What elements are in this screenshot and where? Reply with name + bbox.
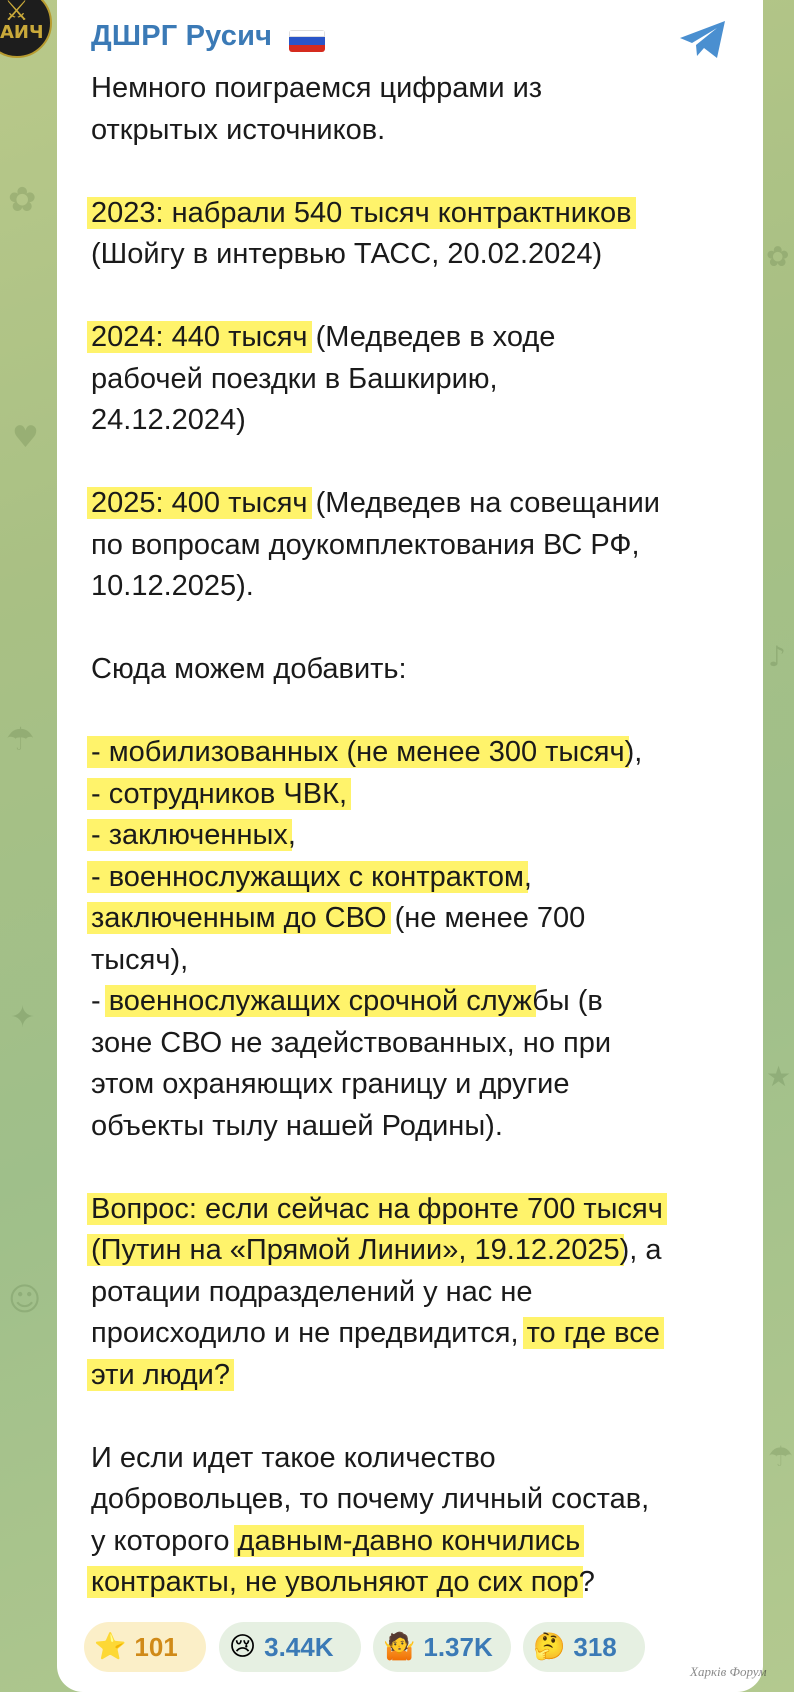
message-line bbox=[91, 774, 751, 816]
reaction-emoji-icon: 😢 bbox=[229, 1632, 257, 1662]
text-segment: Сюда можем добавить: bbox=[91, 653, 407, 685]
text-segment: (Шойгу в интервью ТАСС, 20.02.2024) bbox=[91, 238, 603, 270]
text-segment: ), а bbox=[619, 1234, 662, 1266]
message-line bbox=[91, 400, 751, 442]
highlighted-text: военнослужащих срочной служ bbox=[108, 985, 533, 1017]
blank-line bbox=[91, 1396, 751, 1438]
reaction-emoji-icon: ⭐ bbox=[94, 1632, 127, 1662]
message-line bbox=[91, 857, 751, 899]
text-segment: ), bbox=[624, 736, 643, 768]
reaction-button[interactable] bbox=[84, 1622, 206, 1672]
background-doodle-icon: ♪ bbox=[768, 640, 786, 673]
message-line bbox=[91, 68, 751, 110]
message-line bbox=[91, 1230, 751, 1272]
message-line bbox=[91, 1023, 751, 1065]
message-line bbox=[91, 317, 751, 359]
text-segment: ротации подразделений у нас не bbox=[91, 1275, 533, 1308]
message-line bbox=[91, 898, 751, 940]
channel-avatar[interactable] bbox=[0, 0, 52, 58]
highlighted-text: эти люди? bbox=[91, 1358, 230, 1391]
reaction-emoji-icon: 🤔 bbox=[533, 1632, 566, 1662]
text-segment: И если идет такое количество bbox=[91, 1441, 496, 1474]
reaction-count: 3.44K bbox=[264, 1631, 334, 1662]
message-text bbox=[91, 68, 751, 1604]
message-line bbox=[91, 649, 751, 691]
text-segment: по вопросам доукомплектования ВС РФ, bbox=[91, 528, 640, 561]
message-line bbox=[91, 981, 751, 1023]
avatar-text: АИЧ bbox=[0, 22, 44, 43]
text-segment: рабочей поездки в Башкирию, bbox=[91, 362, 498, 395]
background-doodle-icon: ☺ bbox=[8, 1280, 42, 1318]
russia-flag-icon bbox=[289, 30, 325, 52]
blank-line bbox=[91, 1147, 751, 1189]
background-doodle-icon: ♥ bbox=[12, 420, 39, 455]
blank-line bbox=[91, 608, 751, 650]
background-doodle-icon: ✿ bbox=[766, 240, 790, 273]
highlighted-text: - заключенных bbox=[91, 819, 288, 851]
message-line bbox=[91, 525, 751, 567]
reaction-count: 101 bbox=[134, 1631, 178, 1662]
highlighted-text: Вопрос: если сейчас на фронте 700 тысяч bbox=[91, 1192, 663, 1225]
message-line bbox=[91, 940, 751, 982]
message-line bbox=[91, 1562, 751, 1604]
avatar-emblem-icon: ⚔ bbox=[4, 0, 30, 27]
message-line bbox=[91, 1438, 751, 1480]
share-icon[interactable] bbox=[677, 18, 729, 62]
message-line bbox=[91, 193, 751, 235]
highlighted-text: (Путин на «Прямой Линии», 19.12.2025 bbox=[91, 1234, 620, 1266]
text-segment: зоне СВО не задействованных, но при bbox=[91, 1026, 612, 1059]
text-segment: у которого bbox=[91, 1524, 238, 1557]
message-line bbox=[91, 1064, 751, 1106]
message-line bbox=[91, 566, 751, 608]
message-bubble bbox=[57, 0, 763, 1692]
highlighted-text: - военнослужащих с контрактом bbox=[91, 860, 524, 893]
background-doodle-icon: ★ bbox=[766, 1060, 792, 1093]
highlighted-text: заключенным до СВО bbox=[91, 902, 387, 934]
text-segment: , bbox=[523, 860, 532, 893]
message-line bbox=[91, 1521, 751, 1563]
message-line bbox=[91, 1479, 751, 1521]
background-doodle-icon: ✿ bbox=[8, 180, 37, 220]
text-segment: , bbox=[287, 819, 296, 851]
watermark: Харків Форум bbox=[690, 1664, 767, 1679]
text-segment: добровольцев, то почему личный состав, bbox=[91, 1483, 650, 1515]
text-segment: (не менее 700 bbox=[386, 902, 586, 934]
message-line bbox=[91, 1355, 751, 1397]
text-segment: происходило и не предвидится, bbox=[91, 1317, 527, 1349]
text-segment: тысяч), bbox=[91, 943, 189, 976]
message-line bbox=[91, 732, 751, 774]
highlighted-text: - мобилизованных (не менее 300 тысяч bbox=[91, 736, 625, 768]
highlighted-text: 2024: 440 тысяч bbox=[91, 321, 308, 353]
text-segment: (Медведев в ходе bbox=[307, 321, 556, 353]
text-segment: 10.12.2025). bbox=[91, 570, 254, 602]
message-line bbox=[91, 1106, 751, 1148]
reaction-count: 318 bbox=[573, 1631, 617, 1662]
blank-line bbox=[91, 151, 751, 193]
blank-line bbox=[91, 442, 751, 484]
highlighted-text: 2025: 400 тысяч bbox=[91, 487, 308, 519]
text-segment: объекты тылу нашей Родины). bbox=[91, 1109, 503, 1142]
text-segment: Немного поиграемся цифрами из bbox=[91, 72, 543, 104]
background-doodle-icon: ☂ bbox=[768, 1440, 794, 1473]
blank-line bbox=[91, 276, 751, 318]
highlighted-text: 2023: набрали 540 тысяч контрактников bbox=[91, 196, 632, 229]
highlighted-text: давным-давно кончились bbox=[237, 1524, 581, 1557]
message-line bbox=[91, 359, 751, 401]
message-line bbox=[91, 815, 751, 857]
text-segment: 24.12.2024) bbox=[91, 404, 246, 436]
text-segment: - bbox=[91, 985, 109, 1017]
message-line bbox=[91, 110, 751, 152]
message-line bbox=[91, 1313, 751, 1355]
text-segment: этом охраняющих границу и другие bbox=[91, 1068, 570, 1100]
text-segment: ? bbox=[578, 1566, 595, 1598]
message-line bbox=[91, 483, 751, 525]
reaction-emoji-icon: 🤷 bbox=[383, 1632, 416, 1662]
reaction-button[interactable] bbox=[373, 1622, 511, 1672]
background-doodle-icon: ☂ bbox=[6, 720, 35, 758]
text-segment: бы (в bbox=[532, 985, 603, 1017]
reaction-count: 1.37K bbox=[423, 1631, 493, 1662]
reaction-button[interactable] bbox=[523, 1622, 645, 1672]
blank-line bbox=[91, 691, 751, 733]
reaction-button[interactable] bbox=[219, 1622, 361, 1672]
text-segment: (Медведев на совещании bbox=[307, 487, 660, 519]
highlighted-text: то где все bbox=[526, 1317, 660, 1349]
highlighted-text: - сотрудников ЧВК, bbox=[91, 777, 348, 810]
text-segment: открытых источников. bbox=[91, 113, 386, 146]
channel-name[interactable]: ДШРГ Русич bbox=[91, 20, 273, 52]
message-line bbox=[91, 1272, 751, 1314]
highlighted-text: контракты, не увольняют до сих пор bbox=[91, 1566, 579, 1598]
message-line bbox=[91, 234, 751, 276]
background-doodle-icon: ✦ bbox=[10, 1000, 36, 1035]
message-line bbox=[91, 1189, 751, 1231]
